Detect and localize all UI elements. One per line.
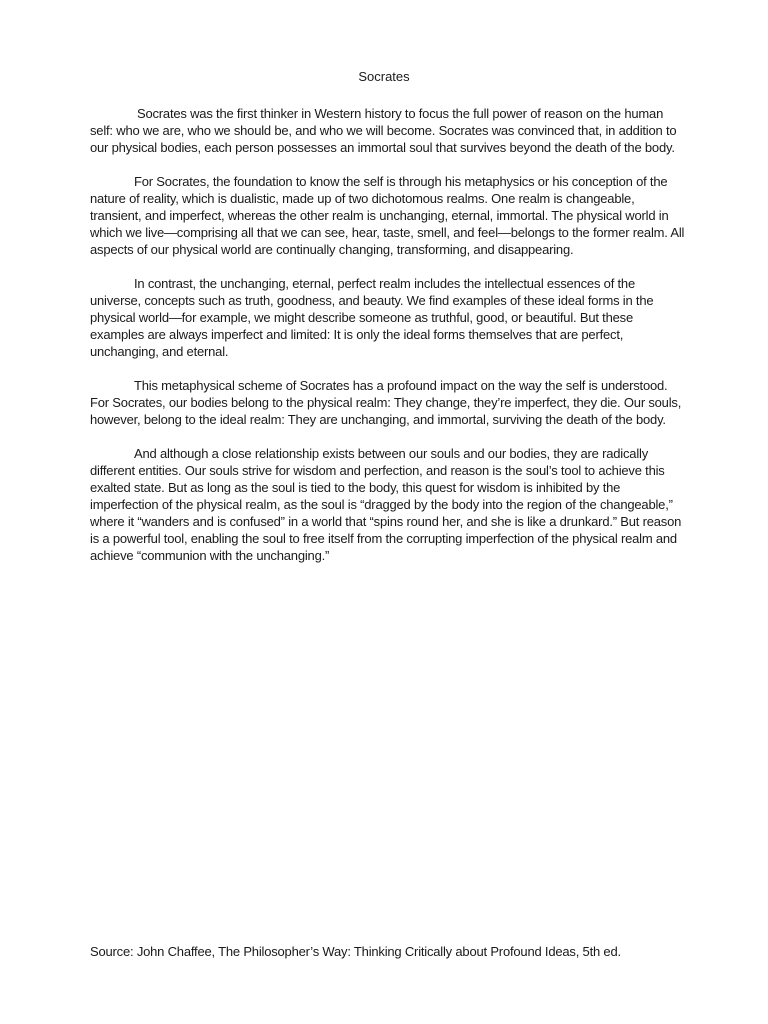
paragraph-5: And although a close relationship exists between our souls and our bodies, they are radically different entities. Our souls strive for wisdom and perfection, and reason is the soul’s tool to achieve this exalted state. But as long as the soul is tied to the body, this quest for wisdom is inhibited by the imperfection of the physical realm, as the soul is “dragged by the body into the region of the changeable,” where it “wanders and is confused” in a world that “spins round her, and she is like a drunkard.” But reason is a powerful tool, enabling the soul to free itself from the corrupting imperfection of the physical realm and achieve “communion with the unchanging.” (90, 446, 682, 563)
paragraph-3: In contrast, the unchanging, eternal, perfect realm includes the intellectual essences of the universe, concepts such as truth, goodness, and beauty. We find examples of these ideal forms in the physical world—for example, we might describe someone as truthful, good, or beautiful. But these examples are always imperfect and limited: It is only the ideal forms themselves that are perfect, unchanging, and eternal. (90, 276, 654, 359)
paragraph-1: Socrates was the first thinker in Western history to focus the full power of reason on the human self: who we are, who we should be, and who we will become. Socrates was convinced that, in addition to our physical bodies, each person possesses an immortal soul that survives beyond the death of the body. (90, 106, 677, 155)
paragraph-2: For Socrates, the foundation to know the self is through his metaphysics or his conception of the nature of reality, which is dualistic, made up of two dichotomous realms. One realm is changeable, transient, and imperfect, whereas the other realm is unchanging, eternal, immortal. The physical world in which we live—comprising all that we can see, hear, taste, smell, and feel—belongs to the former realm. All aspects of our physical world are continually changing, transforming, and disappearing. (90, 174, 685, 257)
paragraph-4: This metaphysical scheme of Socrates has a profound impact on the way the self is understood. For Socrates, our bodies belong to the physical realm: They change, they’re imperfect, they die. Our souls, however, belong to the ideal realm: They are unchanging, and immortal, surviving the death of the body. (90, 378, 682, 427)
document-body (90, 105, 687, 581)
document-title: Socrates (358, 69, 410, 84)
source-citation: Source: John Chaffee, The Philosopher’s Way: Thinking Critically about Profound Ideas, 5th ed. (90, 944, 621, 959)
